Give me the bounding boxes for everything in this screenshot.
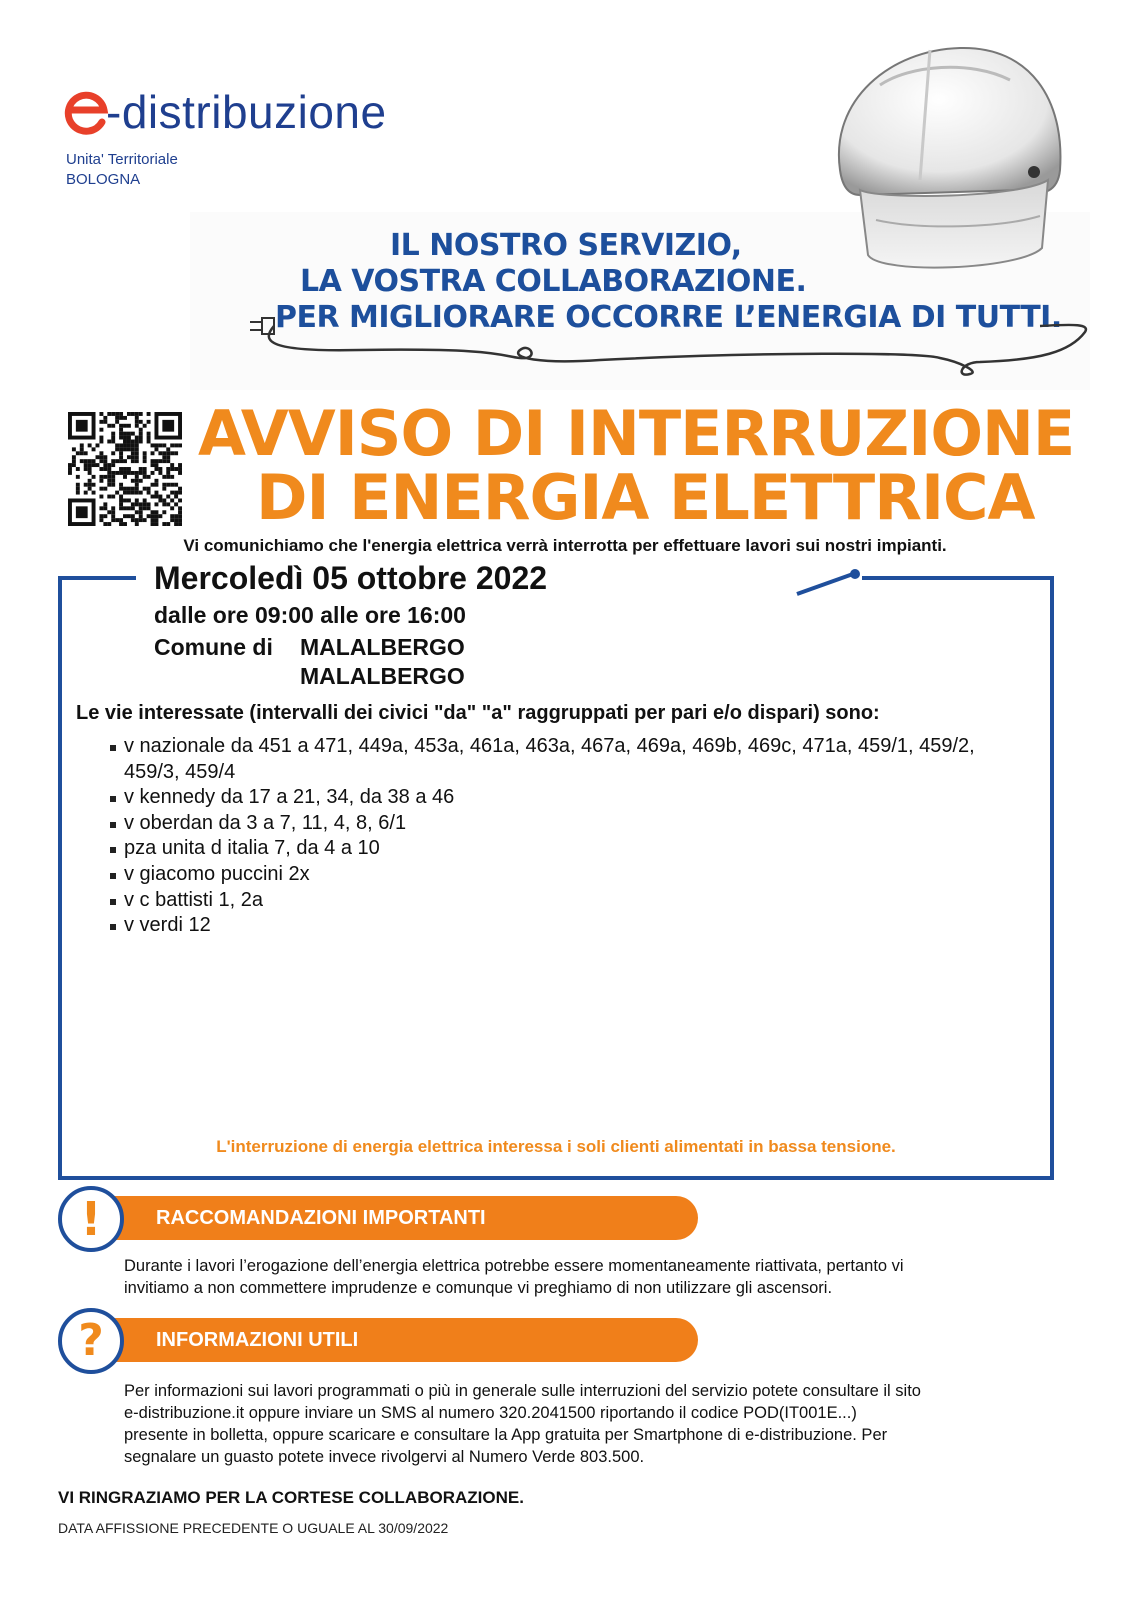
info-line-1: Per informazioni sui lavori programmati o più in generale sulle interruzioni del servizio potete consultare il sito <box>124 1382 921 1400</box>
slogan-line-1: IL NOSTRO SERVIZIO, <box>390 228 742 263</box>
territorial-unit <box>66 150 178 190</box>
question-mark-icon: ? <box>58 1308 124 1374</box>
notice-title-line-1: AVVISO DI INTERRUZIONE <box>198 397 1075 470</box>
posting-date: DATA AFFISSIONE PRECEDENTE O UGUALE AL 30/09/2022 <box>58 1520 449 1536</box>
recommendations-text <box>124 1255 1084 1299</box>
list-item: v kennedy da 17 a 21, 34, da 38 a 46 <box>108 785 988 811</box>
list-item: v c battisti 1, 2a <box>108 888 988 914</box>
unit-line-1: Unita' Territoriale <box>66 151 178 168</box>
recommendations-line-2: invitiamo a non commettere imprudenze e comunque vi preghiamo di non utilizzare gli ascensori. <box>124 1279 833 1297</box>
list-item: v oberdan da 3 a 7, 11, 4, 8, 6/1 <box>108 811 988 837</box>
box-border-segment <box>58 576 136 580</box>
info-line-4: segnalare un guasto potete invece rivolgervi al Numero Verde 803.500. <box>124 1448 645 1466</box>
intro-text: Vi comunichiamo che l'energia elettrica verrà interrotta per effettuare lavori sui nostri impianti. <box>183 536 947 555</box>
notice-title-line-2: DI ENERGIA ELETTRICA <box>256 461 1035 534</box>
qr-code[interactable] <box>68 412 182 526</box>
interruption-hours: dalle ore 09:00 alle ore 16:00 <box>154 602 466 628</box>
recommendations-line-1: Durante i lavori l’erogazione dell’energia elettrica potrebbe essere momentaneamente riattivata, pertanto vi <box>124 1257 904 1275</box>
info-title: INFORMAZIONI UTILI <box>156 1329 359 1351</box>
thanks-text: VI RINGRAZIAMO PER LA CORTESE COLLABORAZIONE. <box>58 1488 524 1507</box>
list-item: v verdi 12 <box>108 913 988 939</box>
plug-cable-icon <box>240 312 1100 392</box>
info-header <box>92 1318 698 1362</box>
notice-title <box>198 397 1098 534</box>
exclamation-icon: ! <box>58 1186 124 1252</box>
logo-text: -distribuzione <box>106 86 387 138</box>
info-text <box>124 1380 1084 1468</box>
comune-name: MALALBERGO <box>300 634 465 660</box>
list-item: v nazionale da 451 a 471, 449a, 453a, 461a, 463a, 467a, 469a, 469b, 469c, 471a, 459/1, 459/2, 459/3, 459/4 <box>108 734 988 785</box>
comune-label: Comune di <box>154 634 273 660</box>
recommendations-header <box>92 1196 698 1240</box>
e-distribuzione-logo-icon <box>62 88 110 136</box>
info-line-2: e-distribuzione.it oppure inviare un SMS al numero 320.2041500 riportando il codice POD(IT001E...) <box>124 1404 857 1422</box>
interruption-date: Mercoledì 05 ottobre 2022 <box>154 560 548 596</box>
unit-line-2: BOLOGNA <box>66 171 141 188</box>
recommendations-title: RACCOMANDAZIONI IMPORTANTI <box>156 1207 486 1229</box>
list-item: pza unita d italia 7, da 4 a 10 <box>108 836 988 862</box>
slogan-line-2: LA VOSTRA COLLABORAZIONE. <box>300 264 807 299</box>
box-border-segment <box>862 576 1054 580</box>
comune-name-locality: MALALBERGO <box>300 663 465 689</box>
low-voltage-note: L'interruzione di energia elettrica interessa i soli clienti alimentati in bassa tensione. <box>216 1137 896 1156</box>
slogan-line-3: PER MIGLIORARE OCCORRE L’ENERGIA DI TUTTI. <box>275 300 1062 335</box>
info-line-3: presente in bolletta, oppure scaricare e consultare la App gratuita per Smartphone di e-distribuzione. Per <box>124 1426 888 1444</box>
streets-intro: Le vie interessate (intervalli dei civici "da" "a" raggruppati per pari e/o dispari) sono: <box>76 702 880 724</box>
street-list <box>108 734 988 939</box>
list-item: v giacomo puccini 2x <box>108 862 988 888</box>
wire-plug-icon <box>795 564 865 600</box>
